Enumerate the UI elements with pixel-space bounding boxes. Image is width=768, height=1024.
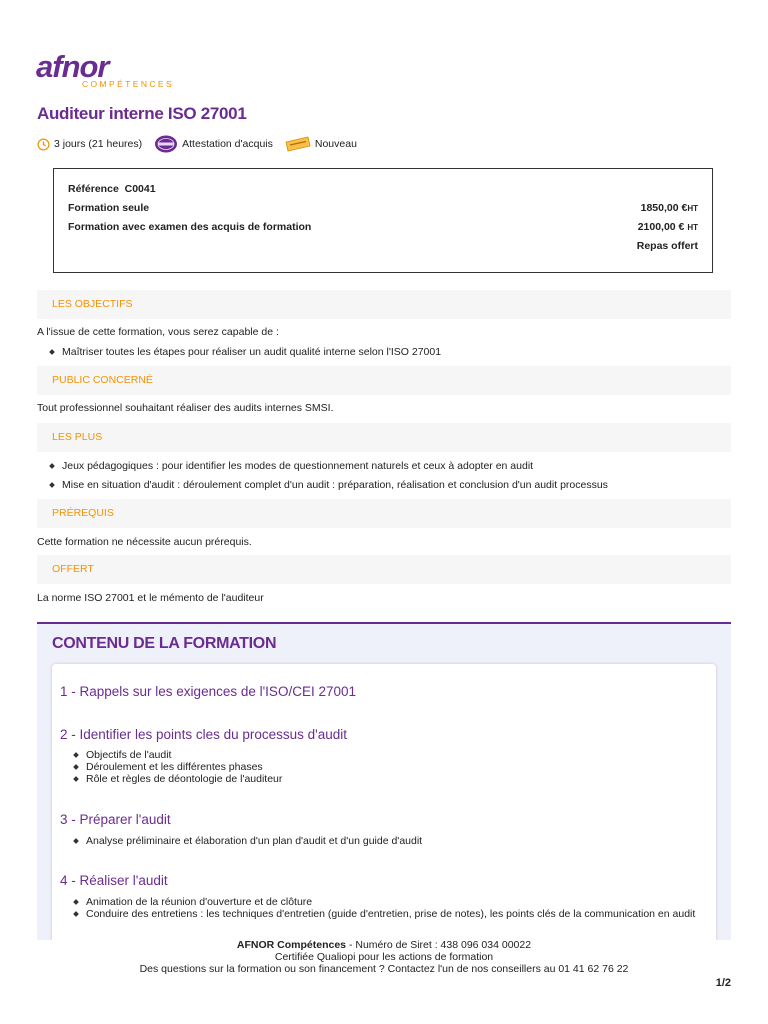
module-title: 4 - Réaliser l'audit	[60, 873, 168, 888]
section-public	[37, 366, 731, 395]
repas-offert: Repas offert	[636, 240, 698, 252]
footer-siret: - Numéro de Siret : 438 096 034 00022	[346, 939, 532, 951]
nouveau-tag-icon	[285, 136, 311, 152]
duration-text: 3 jours (21 heures)	[54, 138, 143, 150]
formation-examen-price: 2100,00 €	[637, 221, 688, 233]
section-objectifs	[37, 290, 731, 319]
objectifs-intro: A l'issue de cette formation, vous serez capable de :	[37, 326, 279, 338]
section-title: PRÉREQUIS	[52, 507, 114, 519]
module-item: Déroulement et les différentes phases	[74, 761, 704, 773]
afnor-logo	[36, 49, 186, 92]
reference-code: C0041	[124, 183, 156, 195]
formation-seule-row	[68, 202, 698, 216]
contenu-panel	[37, 622, 731, 940]
formation-examen-price-wrap	[638, 221, 698, 233]
list-item: Maîtriser toutes les étapes pour réaliser un audit qualité interne selon l'ISO 27001	[50, 346, 441, 358]
page-number: 1/2	[715, 977, 731, 989]
footer-line-1	[0, 939, 768, 951]
prerequis-text: Cette formation ne nécessite aucun prérequis.	[37, 536, 252, 548]
section-plus	[37, 423, 731, 452]
reference-label: Référence	[68, 183, 119, 195]
module-item: Objectifs de l'audit	[74, 749, 704, 761]
footer	[0, 939, 768, 975]
module-title: 2 - Identifier les points cles du processus d'audit	[60, 727, 347, 742]
module-item: Conduire des entretiens : les techniques d'entretien (guide d'entretien, prise de notes), les points clés de la communication en audit	[74, 908, 704, 920]
footer-company: AFNOR Compétences	[236, 939, 347, 951]
module-item: Analyse préliminaire et élaboration d'un plan d'audit et d'un guide d'audit	[74, 835, 704, 847]
duration	[37, 138, 142, 151]
ht-label: HT	[687, 223, 698, 232]
ht-label: HT	[687, 204, 698, 213]
public-text: Tout professionnel souhaitant réaliser des audits internes SMSI.	[37, 402, 334, 414]
offert-text: La norme ISO 27001 et le mémento de l'auditeur	[37, 592, 264, 604]
module-item: Rôle et règles de déontologie de l'auditeur	[74, 773, 704, 785]
logo-subtitle: COMPÉTENCES	[82, 79, 175, 89]
course-meta	[37, 134, 369, 154]
footer-contact: Des questions sur la formation ou son financement ? Contactez l'un de nos conseillers au 01 41 62 76 22	[139, 963, 629, 975]
section-title: LES OBJECTIFS	[52, 298, 133, 310]
formation-seule-label: Formation seule	[68, 202, 150, 214]
module-title: 1 - Rappels sur les exigences de l'ISO/CEI 27001	[60, 684, 356, 699]
section-prerequis	[37, 499, 731, 528]
reference-box	[53, 168, 713, 273]
reference-row	[68, 183, 698, 197]
module-title: 3 - Préparer l'audit	[60, 812, 171, 827]
repas-row	[68, 240, 698, 254]
formation-examen-row	[68, 221, 698, 235]
list-item: Mise en situation d'audit : déroulement complet d'un audit : préparation, réalisation et conclusion d'un audit processus	[50, 479, 608, 491]
formation-seule-price-wrap	[641, 202, 698, 214]
list-item: Jeux pédagogiques : pour identifier les modes de questionnement naturels et ceux à adopter en audit	[50, 460, 533, 472]
clock-icon	[37, 138, 50, 151]
reference-line	[68, 183, 156, 195]
attestation-text: Attestation d'acquis	[182, 138, 273, 150]
section-title: OFFERT	[52, 563, 94, 575]
formation-seule-price: 1850,00 €	[640, 202, 688, 214]
module-item: Animation de la réunion d'ouverture et de clôture	[74, 896, 704, 908]
nouveau	[285, 136, 357, 152]
section-offert	[37, 555, 731, 584]
formation-examen-label: Formation avec examen des acquis de formation	[68, 221, 312, 233]
modules-card	[52, 664, 716, 940]
section-title: LES PLUS	[52, 431, 103, 443]
page-title: Auditeur interne ISO 27001	[37, 104, 247, 123]
footer-certif: Certifiée Qualiopi pour les actions de formation	[274, 951, 494, 963]
logo-wordmark: afnor	[36, 49, 109, 84]
attestation-seal-icon	[154, 134, 178, 154]
nouveau-text: Nouveau	[314, 138, 357, 150]
attestation	[154, 134, 273, 154]
section-title: PUBLIC CONCERNÉ	[52, 374, 153, 386]
contenu-title: CONTENU DE LA FORMATION	[52, 635, 277, 652]
